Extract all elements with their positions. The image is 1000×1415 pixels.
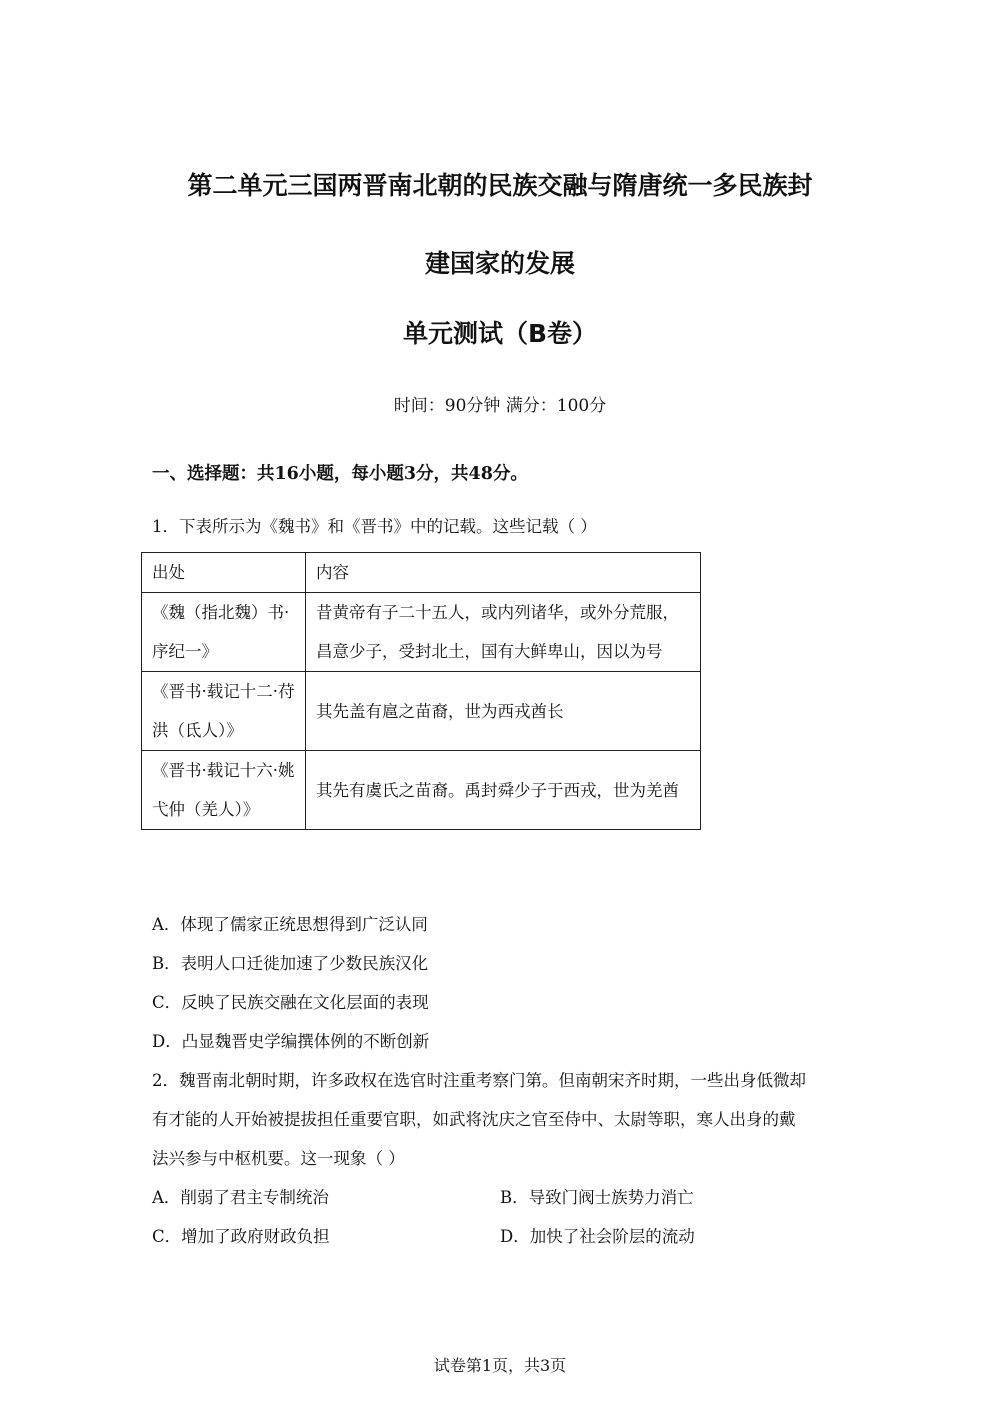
question-2-stem-line: 法兴参与中枢机要。这一现象（ ） bbox=[152, 1149, 405, 1168]
table-cell-content: 其先有虞氏之苗裔。禹封舜少子于西戎，世为羌酋 bbox=[306, 751, 701, 830]
table-row bbox=[142, 593, 701, 672]
question-2-stem-line: 有才能的人开始被提拔担任重要官职，如武将沈庆之官至侍中、太尉等职，寒人出身的戴 bbox=[152, 1110, 796, 1129]
question-2-stem-line: 2．魏晋南北朝时期，许多政权在选官时注重考察门第。但南朝宋齐时期，一些出身低微却 bbox=[152, 1071, 806, 1090]
table-cell-source: 《晋书·载记十二·苻洪（氐人）》 bbox=[142, 672, 306, 751]
question-1-option-b: B．表明人口迁徙加速了少数民族汉化 bbox=[152, 954, 429, 973]
table-cell-source: 《魏（指北魏）书·序纪一》 bbox=[142, 593, 306, 672]
question-2-option-a: A．削弱了君主专制统治 bbox=[152, 1188, 329, 1207]
subtitle: 单元测试（B卷） bbox=[402, 319, 598, 348]
table-row bbox=[142, 672, 701, 751]
question-1-option-c: C．反映了民族交融在文化层面的表现 bbox=[152, 993, 429, 1012]
table-cell-content: 其先盖有扈之苗裔，世为西戎酋长 bbox=[306, 672, 701, 751]
exam-meta: 时间：90分钟 满分：100分 bbox=[393, 396, 607, 416]
section-heading: 一、选择题：共16小题，每小题3分，共48分。 bbox=[152, 464, 528, 484]
table-header-cell: 内容 bbox=[306, 553, 701, 593]
question-2-option-b: B．导致门阀士族势力消亡 bbox=[500, 1188, 694, 1207]
question-2-option-c: C．增加了政府财政负担 bbox=[152, 1227, 330, 1246]
question-2-option-d: D．加快了社会阶层的流动 bbox=[500, 1227, 695, 1246]
table-row bbox=[142, 751, 701, 830]
table-header-cell: 出处 bbox=[142, 553, 306, 593]
title-line-2: 建国家的发展 bbox=[424, 249, 575, 278]
table-cell-content: 昔黄帝有子二十五人，或内列诸华，或外分荒服，昌意少子，受封北土，国有大鲜卑山，因以为号 bbox=[306, 593, 701, 672]
question-1-option-a: A．体现了儒家正统思想得到广泛认同 bbox=[152, 915, 428, 934]
question-1-option-d: D．凸显魏晋史学编撰体例的不断创新 bbox=[152, 1032, 430, 1051]
page-footer: 试卷第1页，共3页 bbox=[433, 1356, 567, 1375]
table-cell-source: 《晋书·载记十六·姚弋仲（羌人）》 bbox=[142, 751, 306, 830]
title-line-1: 第二单元三国两晋南北朝的民族交融与隋唐统一多民族封 bbox=[187, 171, 813, 200]
question-1-table bbox=[141, 552, 701, 830]
table-header-row bbox=[142, 553, 701, 593]
question-1-stem: 1．下表所示为《魏书》和《晋书》中的记载。这些记载（ ） bbox=[152, 517, 597, 536]
